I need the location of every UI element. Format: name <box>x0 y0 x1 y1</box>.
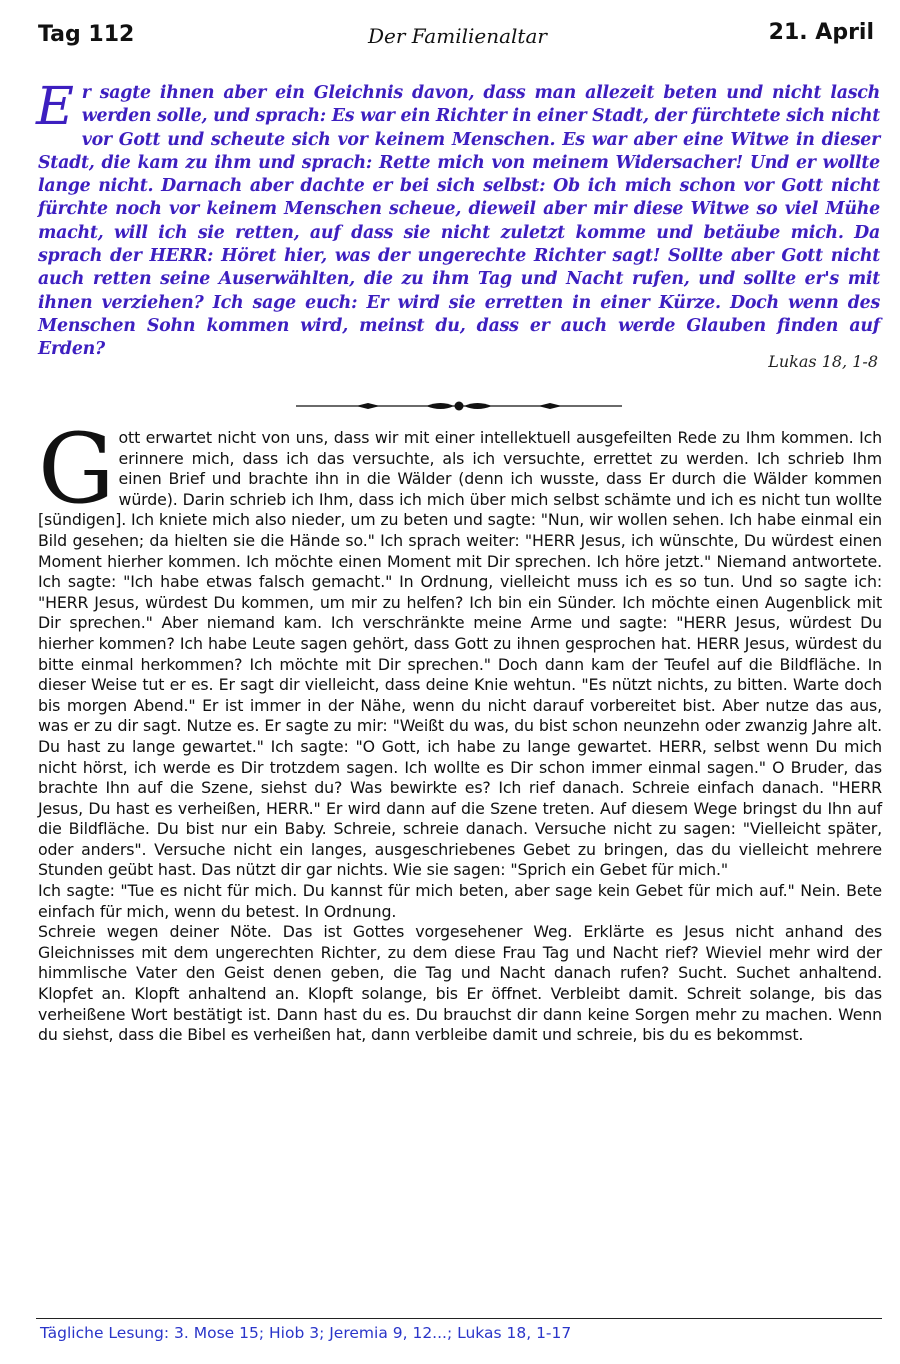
ornament-divider <box>296 398 622 414</box>
book-title: Der Familienaltar <box>368 24 547 48</box>
page-header <box>38 22 874 62</box>
verse-initial: E <box>36 77 74 137</box>
verse-text: r sagte ihnen aber ein Gleichnis davon, dass man allezeit beten und nicht lasch werden solle, und sprach: Es war ein Richter in einer Stadt, der fürchtete sich nicht vor Gott und scheute sich vor keinem Menschen. Es war aber eine Witwe in dieser Stadt, die kam zu ihm und sprach: Rette mich von meinem Widersacher! Und er wollte lange nicht. Darnach aber dachte er bei sich selbst: Ob ich mich schon vor Gott nicht fürchte noch vor keinem Menschen scheue, dieweil aber mir diese Witwe so viel Mühe macht, will ich sie retten, auf dass sie nicht zuletzt komme und betäube mich. Da sprach der HERR: Höret hier, was der ungerechte Richter sagt! Sollte aber Gott nicht auch retten seine Auserwählten, die zu ihm Tag und Nacht rufen, und sollte er's mit ihnen verziehen? Ich sage euch: Er wird sie erretten in einer Kürze. Doch wenn des Menschen Sohn kommen wird, meinst du, dass er auch werde Glauben finden auf Erden? <box>38 83 880 360</box>
body-paragraph-2: Ich sagte: "Tue es nicht für mich. Du kannst für mich beten, aber sage kein Gebet für mich auf." Nein. Bete einfach für mich, wenn du betest. In Ordnung. <box>38 881 882 921</box>
page-date: 21. April <box>768 20 874 45</box>
footer-divider <box>36 1318 882 1319</box>
day-number: Tag 112 <box>38 22 135 47</box>
body-paragraph-3: Schreie wegen deiner Nöte. Das ist Gottes vorgesehener Weg. Erklärte es Jesus nicht anhand des Gleichnisses mit dem ungerechten Richter, zu dem diese Frau Tag und Nacht rief? Wieviel mehr wird der himmlische Vater den Geist denen geben, die Tag und Nacht danach rufen? Sucht. Suchet anhaltend. Klopfet an. Klopft anhaltend an. Klopft solange, bis Er öffnet. Verbleibt damit. Schreit solange, bis das verheißene Wort bestätigt ist. Dann hast du es. Du brauchst dir dann keine Sorgen mehr zu machen. Wenn du siehst, dass die Bibel es verheißen hat, dann verbleibe damit und schreie, bis du es bekommst. <box>38 922 882 1045</box>
verse-reference: Lukas 18, 1-8 <box>768 352 878 371</box>
body-paragraph-1: ott erwartet nicht von uns, dass wir mit einer intellektuell ausgefeilten Rede zu Ihm kommen. Ich erinnere mich, dass ich das versuchte, als ich versuchte, errettet zu werden. Ich schrieb Ihm einen Brief und brachte ihn in die Wälder (denn ich wusste, dass Er durch die Wälder kommen würde). Darin schrieb ich Ihm, dass ich mich über mich selbst schämte und ich es nicht tun wollte [sündigen]. Ich kniete mich also nieder, um zu beten und sagte: "Nun, wir wollen sehen. Ich habe einmal ein Bild gesehen; da hielten sie die Hände so." Ich sprach weiter: "HERR Jesus, ich wünschte, Du würdest einen Moment hierher kommen. Ich möchte einen Moment mit Dir sprechen. Ich höre jetzt." Niemand antwortete. Ich sagte: "Ich habe etwas falsch gemacht." In Ordnung, vielleicht muss ich es so tun. Und so sagte ich: "HERR Jesus, würdest Du kommen, um mir zu helfen? Ich bin ein Sünder. Ich möchte einen Augenblick mit Dir sprechen." Aber niemand kam. Ich verschränkte meine Arme und sagte: "HERR Jesus, würdest Du hierher kommen? Ich habe Leute sagen gehört, dass Gott zu ihnen gesprochen hat. HERR Jesus, würdest du bitte einmal herkommen? Ich möchte mit Dir sprechen." Doch dann kam der Teufel auf die Bildfläche. In dieser Weise tut er es. Er sagt dir vielleicht, dass deine Knie wehtun. "Es nützt nichts, zu bitten. Warte doch bis morgen Abend." Er ist immer in der Nähe, wenn du nicht darauf vorbereitet bist. Aber nutze das aus, was er zu dir sagt. Nutze es. Er sagte zu mir: "Weißt du was, du bist schon neunzehn oder zwanzig Jahre alt. Du hast zu lange gewartet." Ich sagte: "O Gott, ich habe zu lange gewartet. HERR, selbst wenn Du mich nicht hörst, ich werde es Dir trotzdem sagen. Ich wollte es Dir schon immer einmal sagen." O Bruder, das brachte Ihn auf die Szene, siehst du? Was bewirkte es? Ich rief danach. Schreie einfach danach. "HERR Jesus, Du hast es verheißen, HERR." Er wird dann auf die Szene treten. Auf diesem Wege bringst du Ihn auf die Bildfläche. Du bist nur ein Baby. Schreie, schreie danach. Versuche nicht zu sagen: "Vielleicht später, oder anders". Versuche nicht ein langes, ausgeschriebenes Gebet zu bringen, das du vielleicht mehrere Stunden geübt hast. Das nützt dir gar nichts. Wie sie sagen: "Sprich ein Gebet für mich." <box>38 428 882 880</box>
body-initial: G <box>38 413 115 525</box>
daily-reading: Tägliche Lesung: 3. Mose 15; Hiob 3; Jeremia 9, 12...; Lukas 18, 1-17 <box>40 1324 572 1342</box>
devotional-text <box>38 413 882 1046</box>
scripture-verse <box>36 77 880 362</box>
